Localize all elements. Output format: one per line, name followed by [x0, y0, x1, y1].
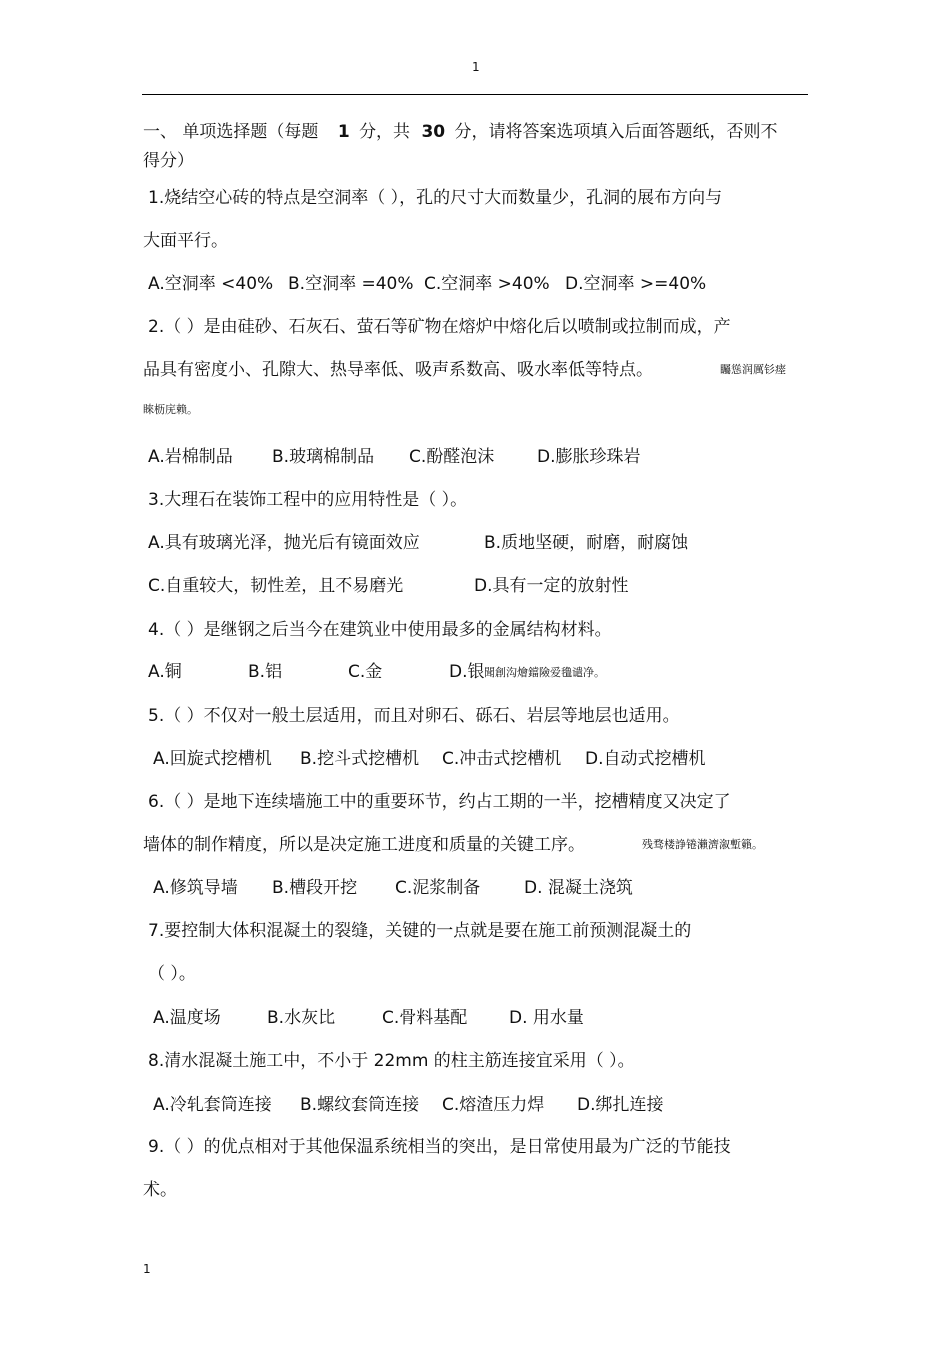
question-3-option-b: B.质地坚硬，耐磨，耐腐蚀 — [484, 533, 689, 553]
question-7-option-d: D. 用水量 — [509, 1008, 584, 1028]
question-1-option-c: C.空洞率 >40% — [424, 274, 550, 294]
question-5-line1: 5.（ ）不仅对一般土层适用，而且对卵石、砾石、岩层等地层也适用。 — [148, 706, 680, 726]
question-1-option-a: A.空洞率 <40% — [148, 274, 274, 294]
section-title-line2: 得分） — [143, 151, 194, 171]
page-number-bottom: 1 — [143, 1262, 151, 1276]
question-1-line2: 大面平行。 — [143, 231, 228, 251]
question-4-option-d: D.银 — [449, 662, 485, 682]
question-7-option-a: A.温度场 — [153, 1008, 221, 1028]
question-4-option-b: B.铝 — [248, 662, 283, 682]
question-8-option-a: A.冷轧套筒连接 — [153, 1095, 272, 1115]
header-rule — [142, 94, 808, 95]
question-2-noise-1: 矚慫润厲钐瘗 — [720, 363, 786, 376]
question-3-option-c: C.自重较大，韧性差，且不易磨光 — [148, 576, 404, 596]
question-5-option-b: B.挖斗式挖槽机 — [300, 749, 420, 769]
section-title-part-a: 一、 单项选择题（每题 — [143, 122, 319, 142]
question-2-option-b: B.玻璃棉制品 — [272, 447, 375, 467]
question-8-option-b: B.螺纹套筒连接 — [300, 1095, 420, 1115]
question-4-noise-1: 聞創沟燴鐺險爱氇谴净。 — [484, 666, 605, 679]
question-7-option-b: B.水灰比 — [267, 1008, 336, 1028]
question-8-option-c: C.熔渣压力焊 — [442, 1095, 545, 1115]
question-2-line1: 2.（ ）是由硅砂、石灰石、萤石等矿物在熔炉中熔化后以喷制或拉制而成，产 — [148, 317, 731, 337]
question-3-option-a: A.具有玻璃光泽，抛光后有镜面效应 — [148, 533, 420, 553]
section-title-line1 — [143, 121, 778, 143]
question-7-option-c: C.骨料基配 — [382, 1008, 468, 1028]
question-5-option-d: D.自动式挖槽机 — [585, 749, 706, 769]
page-number-top: 1 — [472, 60, 480, 74]
question-5-option-a: A.回旋式挖槽机 — [153, 749, 272, 769]
question-7-line2: （ ）。 — [148, 964, 196, 984]
question-1-option-d: D.空洞率 >=40% — [565, 274, 707, 294]
question-2-option-d: D.膨胀珍珠岩 — [537, 447, 641, 467]
question-3-option-d: D.具有一定的放射性 — [474, 576, 629, 596]
section-title-part-e: 分，请将答案选项填入后面答题纸，否则不 — [454, 122, 778, 142]
question-5-option-c: C.冲击式挖槽机 — [442, 749, 562, 769]
section-title-part-c: 分，共 — [359, 122, 411, 142]
question-6-option-c: C.泥浆制备 — [395, 878, 481, 898]
question-8-option-d: D.绑扎连接 — [577, 1095, 664, 1115]
question-6-line1: 6.（ ）是地下连续墙施工中的重要环节，约占工期的一半，挖槽精度又决定了 — [148, 792, 731, 812]
question-9-line1: 9.（ ）的优点相对于其他保温系统相当的突出，是日常使用最为广泛的节能技 — [148, 1137, 731, 1157]
question-4-line1: 4.（ ）是继钢之后当今在建筑业中使用最多的金属结构材料。 — [148, 620, 612, 640]
question-6-option-d: D. 混凝土浇筑 — [524, 878, 633, 898]
question-6-option-a: A.修筑导墙 — [153, 878, 238, 898]
question-1-line1: 1.烧结空心砖的特点是空洞率（ ），孔的尺寸大而数量少，孔洞的展布方向与 — [148, 188, 723, 208]
question-3-line1: 3.大理石在装饰工程中的应用特性是（ ）。 — [148, 490, 468, 510]
question-6-line2: 墙体的制作精度，所以是决定施工进度和质量的关键工序。 — [143, 835, 585, 855]
question-2-option-a: A.岩棉制品 — [148, 447, 233, 467]
question-6-noise-1: 残骛楼諍锩瀨濟溆塹籟。 — [642, 838, 763, 851]
question-4-option-c: C.金 — [348, 662, 383, 682]
question-2-noise-2: 睞枥庑赖。 — [143, 403, 198, 416]
question-8-line1: 8.清水混凝土施工中，不小于 22mm 的柱主筋连接宜采用（ ）。 — [148, 1051, 635, 1071]
question-9-line2: 术。 — [143, 1180, 177, 1200]
question-2-option-c: C.酚醛泡沫 — [409, 447, 495, 467]
section-title-score: 1 — [337, 122, 350, 142]
question-2-line2: 品具有密度小、孔隙大、热导率低、吸声系数高、吸水率低等特点。 — [143, 360, 653, 380]
question-1-option-b: B.空洞率 =40% — [288, 274, 414, 294]
question-7-line1: 7.要控制大体积混凝土的裂缝，关键的一点就是要在施工前预测混凝土的 — [148, 921, 692, 941]
question-4-option-a: A.铜 — [148, 662, 182, 682]
question-6-option-b: B.槽段开挖 — [272, 878, 358, 898]
section-title-total: 30 — [421, 122, 446, 142]
